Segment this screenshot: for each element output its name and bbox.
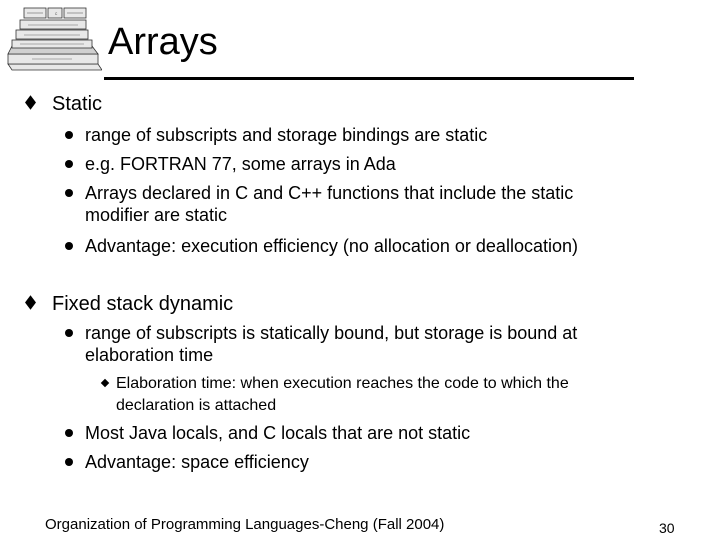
sub-bullet-text: Arrays declared in C and C++ functions that include the static modifier are static [85,183,574,225]
dot-bullet-icon [65,131,73,139]
sub-bullet-text: Most Java locals, and C locals that are not static [85,423,471,443]
svg-text:C: C [55,12,58,16]
bullet-text: Static [52,93,103,115]
sub-bullet [85,451,645,473]
sub-bullet [85,124,645,146]
diamond-bullet-icon [25,95,36,110]
slide-title: Arrays [108,21,218,63]
bullet-text: Fixed stack dynamic [52,293,234,315]
bullet-fixed-stack-dynamic [52,292,233,316]
slide-footer: Organization of Programming Languages-Cheng (Fall 2004) [45,516,445,533]
sub-sub-bullet-text: Elaboration time: when execution reaches the code to which the declaration is attached [116,375,569,414]
sub-bullet-text: e.g. FORTRAN 77, some arrays in Ada [85,154,396,174]
sub-bullet-text: Advantage: execution efficiency (no allocation or deallocation) [85,236,578,256]
sub-bullet [85,182,640,226]
dot-bullet-icon [65,242,73,250]
dot-bullet-icon [65,160,73,168]
sub-bullet-text: range of subscripts is statically bound, but storage is bound at elaboration time [85,323,578,365]
dot-bullet-icon [65,329,73,337]
sub-sub-bullet [116,373,636,417]
dot-bullet-icon [65,429,73,437]
diamond-bullet-icon [25,295,36,310]
sub-bullet [85,322,645,366]
bullet-static [52,92,102,116]
dot-bullet-icon [65,458,73,466]
small-diamond-bullet-icon [101,379,109,387]
sub-bullet-text: Advantage: space efficiency [85,452,309,472]
page-number: 30 [659,520,675,536]
sub-bullet-text: range of subscripts and storage bindings are static [85,125,488,145]
dot-bullet-icon [65,189,73,197]
sub-bullet [85,422,645,444]
sub-bullet [85,235,685,257]
sub-bullet [85,153,645,175]
